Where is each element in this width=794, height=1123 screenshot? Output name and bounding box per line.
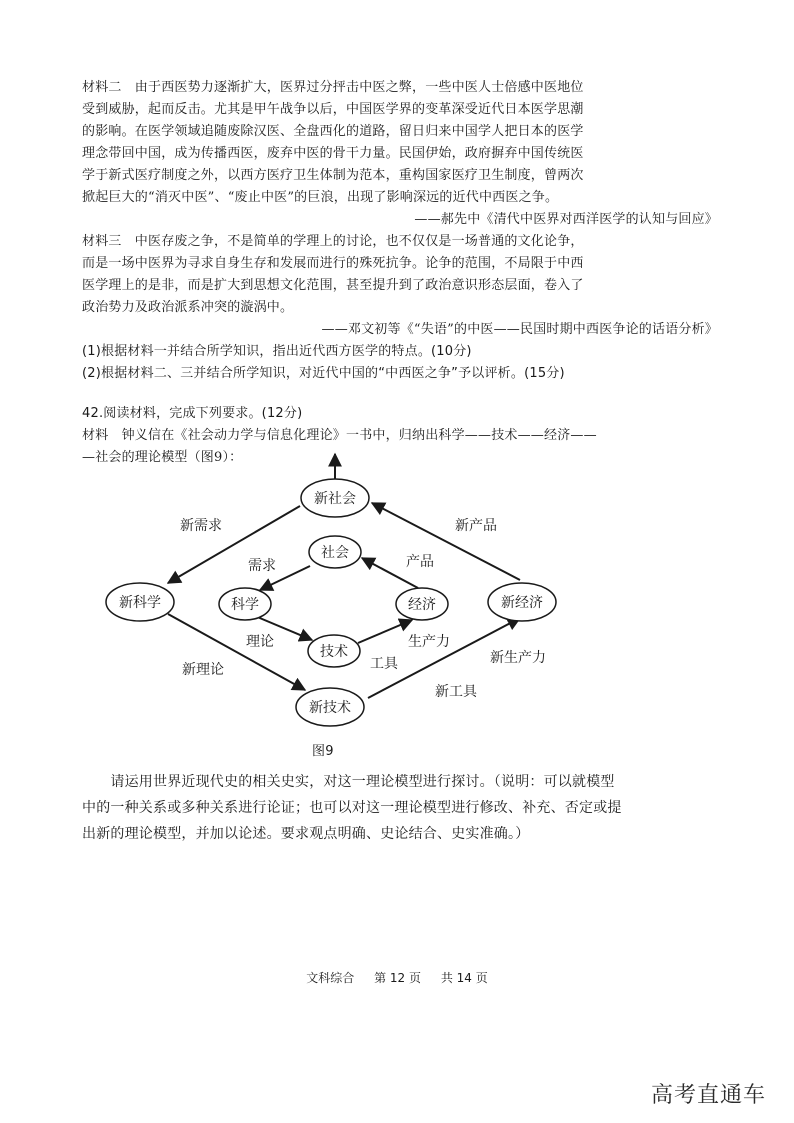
q42-instruction-line: 出新的理论模型，并加以论述。要求观点明确、史论结合、史实准确。） [82, 826, 530, 842]
material2-line: 理念带回中国，成为传播西医，废弃中医的骨干力量。民国伊始，政府摒弃中国传统医 [82, 146, 584, 161]
figure-caption: 图9 [312, 744, 334, 759]
q42-instruction-line: 请运用世界近现代史的相关史实，对这一理论模型进行探讨。（说明：可以就模型 [82, 774, 615, 790]
material2-line: 材料二 由于西医势力逐渐扩大，医界过分抨击中医之弊，一些中医人士倍感中医地位 [82, 80, 584, 95]
svg-text:新技术: 新技术 [309, 700, 351, 716]
footer-total: 共 14 页 [440, 971, 488, 985]
q42-material-line: —社会的理论模型（图9）： [82, 450, 243, 465]
arrow-new-theory [168, 614, 305, 690]
material3-line: 材料三 中医存废之争，不是简单的学理上的讨论，也不仅仅是一场普通的文化论争， [82, 234, 584, 249]
page-footer [0, 969, 794, 986]
label-product: 产品 [406, 554, 434, 570]
label-new-demand: 新需求 [180, 518, 222, 534]
svg-text:新社会: 新社会 [314, 491, 356, 507]
label-new-tool: 新工具 [435, 684, 477, 700]
material2-source: ——郝先中《清代中医界对西洋医学的认知与回应》 [414, 212, 718, 227]
footer-page: 第 12 页 [374, 971, 421, 985]
q42-heading: 42.阅读材料，完成下列要求。(12分) [82, 406, 303, 421]
watermark-text: 高考直通车 [650, 1083, 766, 1108]
node-technology [308, 635, 360, 667]
question-2: (2)根据材料二、三并结合所学知识，对近代中国的“中西医之争”予以评析。(15分) [82, 366, 565, 381]
label-tool: 工具 [370, 656, 398, 672]
footer-subject: 文科综合 [306, 971, 355, 985]
svg-text:新经济: 新经济 [501, 595, 543, 611]
material3-source: ——邓文初等《“失语”的中医——民国时期中西医争论的话语分析》 [321, 322, 718, 337]
node-new-society [301, 479, 369, 517]
label-new-theory: 新理论 [182, 662, 224, 678]
material2-line: 掀起巨大的“消灭中医”、“废止中医”的巨浪，出现了影响深远的近代中西医之争。 [82, 190, 559, 205]
label-new-productivity: 新生产力 [490, 650, 546, 666]
svg-text:经济: 经济 [408, 597, 436, 613]
theory-model-diagram [90, 448, 590, 748]
material3-line: 医学理上的是非，而是扩大到思想文化范围，甚至提升到了政治意识形态层面，卷入了 [82, 278, 584, 293]
q42-material-line: 材料 钟义信在《社会动力学与信息化理论》一书中，归纳出科学——技术——经济—— [82, 428, 597, 443]
q42-instruction-line: 中的一种关系或多种关系进行论证；也可以对这一理论模型进行修改、补充、否定或提 [82, 800, 622, 816]
arrow-technology-economy [358, 620, 412, 643]
label-theory: 理论 [246, 634, 274, 650]
material2-line: 的影响。在医学领域追随废除汉医、全盘西化的道路，留日归来中国学人把日本的医学 [82, 124, 584, 139]
material3-line: 而是一场中医界为寻求自身生存和发展而进行的殊死抗争。论争的范围，不局限于中西 [82, 256, 584, 271]
material2-line: 受到威胁，起而反击。尤其是甲午战争以后，中国医学界的变革深受近代日本医学思潮 [82, 102, 584, 117]
svg-text:科学: 科学 [231, 597, 259, 613]
node-society [309, 536, 361, 568]
question-1: (1)根据材料一并结合所学知识，指出近代西方医学的特点。(10分) [82, 344, 472, 359]
node-economy [396, 588, 448, 620]
label-productivity: 生产力 [408, 634, 450, 650]
svg-text:技术: 技术 [320, 644, 348, 660]
node-new-economy [488, 583, 556, 621]
material2-line: 学于新式医疗制度之外，以西方医疗卫生体制为范本，重构国家医疗卫生制度，曾两次 [82, 168, 584, 183]
svg-text:社会: 社会 [321, 545, 349, 561]
label-new-product: 新产品 [455, 518, 497, 534]
arrow-new-product [372, 503, 520, 580]
node-science [219, 588, 271, 620]
material3-line: 政治势力及政治派系冲突的漩涡中。 [82, 300, 294, 315]
node-new-technology [296, 688, 364, 726]
label-demand: 需求 [248, 558, 276, 574]
svg-text:新科学: 新科学 [119, 595, 161, 611]
node-new-science [106, 583, 174, 621]
